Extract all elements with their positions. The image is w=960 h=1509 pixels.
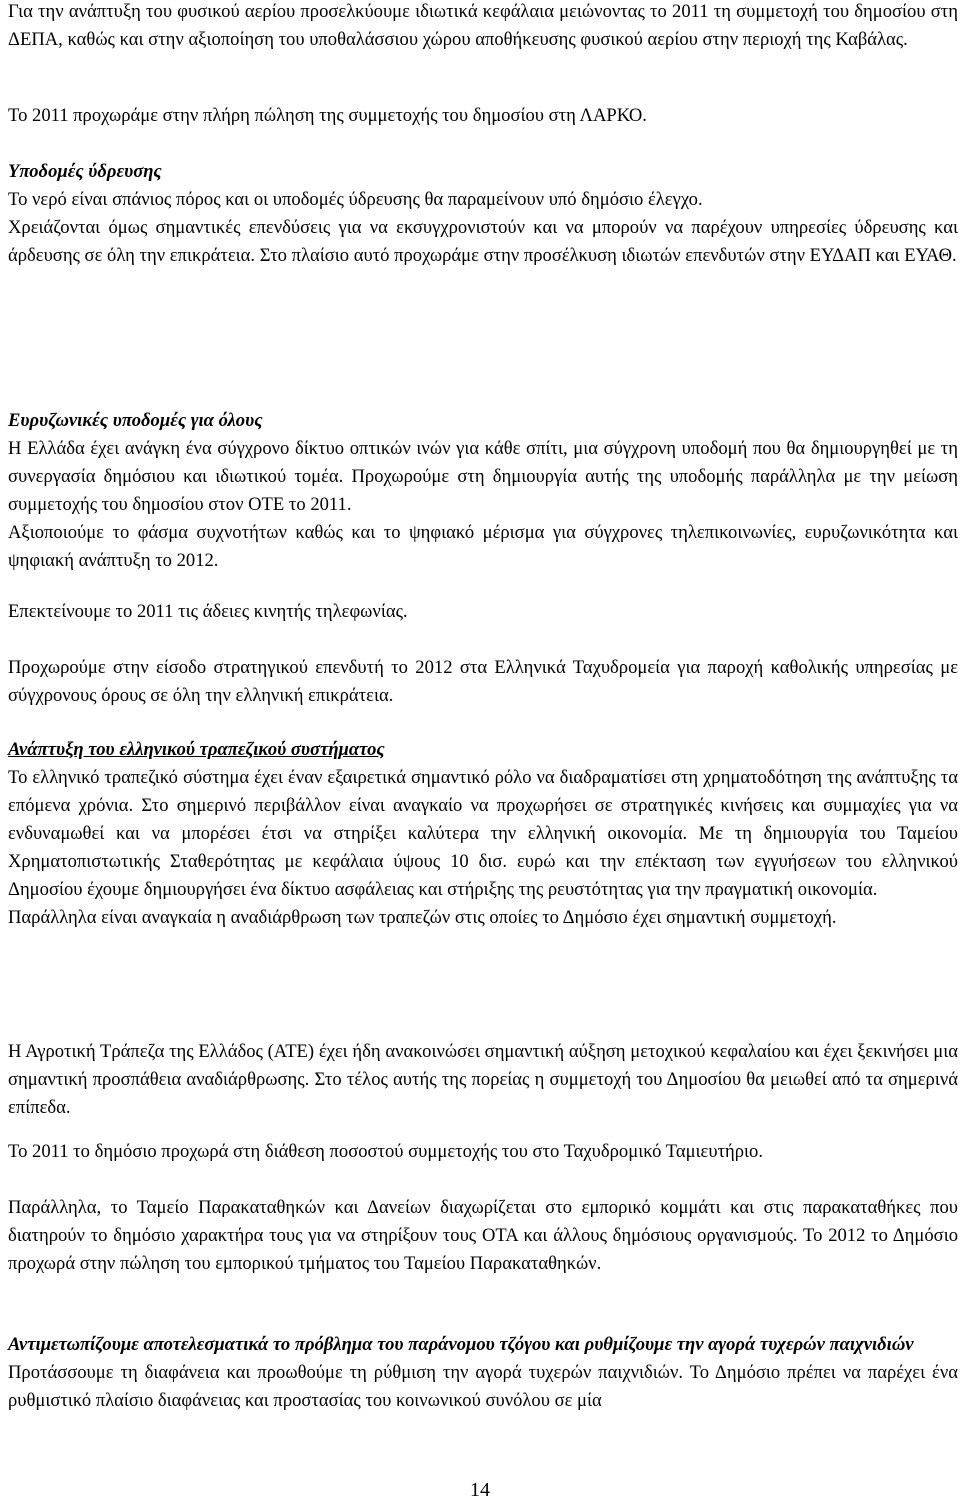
paragraph-ate: Η Αγροτική Τράπεζα της Ελλάδος (ΑΤΕ) έχει ήδη ανακοινώσει σημαντική αύξηση μετοχικού κεφαλαίου και έχει ξεκινήσει μια σημαντική προσπάθεια αναδιάρθρωσης. Στο τέλος αυτής της πορείας η συμμετοχή του Δημοσίου θα μειωθεί από τα σημερινά επίπεδα. [8,1041,958,1118]
paragraph-banking-1: Το ελληνικό τραπεζικό σύστημα έχει έναν εξαιρετικά σημαντικό ρόλο να διαδραματίσει στη χρηματοδότηση της ανάπτυξης τα επόμενα χρόνια. Στο σημερινό περιβάλλον είναι αναγκαίο να προχωρήσει σε στρατηγικές κινήσεις και συμμαχίες για να ενδυναμωθεί και να μπορέσει έτσι να στηρίξει καλύτερα την ελληνική οικονομία. Με τη δημιουργία του Ταμείου Χρηματοπιστωτικής Σταθερότητας με κεφάλαια ύψους 10 δισ. ευρώ και την επέκταση των εγγυήσεων του ελληνικού Δημοσίου έχουμε δημιουργήσει ένα δίκτυο ασφάλειας και στήριξης της ρευστότητας για την πραγματική οικονομία. [8,767,958,900]
paragraph-natural-gas: Για την ανάπτυξη του φυσικού αερίου προσελκύουμε ιδιωτικά κεφάλαια μειώνοντας το 2011 τη συμμετοχή του δημοσίου στη ΔΕΠΑ, καθώς και στην αξιοποίηση του υποθαλάσσιου χώρου αποθήκευσης φυσικού αερίου στην περιοχή της Καβάλας. [8,1,958,50]
paragraph-banking-2: Παράλληλα είναι αναγκαία η αναδιάρθρωση των τραπεζών στις οποίες το Δημόσιο έχει σημαντική συμμετοχή. [8,907,837,928]
section-title-broadband: Ευρυζωνικές υποδομές για όλους [8,410,263,431]
paragraph-gambling: Προτάσσουμε τη διαφάνεια και προωθούμε τη ρύθμιση την αγορά τυχερών παιχνιδιών. Το Δημόσιο πρέπει να παρέχει ένα ρυθμιστικό πλαίσιο διαφάνειας και προστασίας του κοινωνικού συνόλου σε μία [8,1362,958,1411]
section-water [8,158,958,270]
paragraph-mobile: Επεκτείνουμε το 2011 τις άδειες κινητής τηλεφωνίας. [8,601,408,622]
paragraph-post: Προχωρούμε στην είσοδο στρατηγικού επενδυτή το 2012 στα Ελληνικά Ταχυδρομεία για παροχή καθολικής υπηρεσίας με σύγχρονους όρους σε όλη την ελληνική επικράτεια. [8,657,958,706]
section-banking [8,736,958,932]
section-gambling [8,1331,958,1415]
paragraph-broadband-1: Η Ελλάδα έχει ανάγκη ένα σύγχρονο δίκτυο οπτικών ινών για κάθε σπίτι, μια σύγχρονη υποδομή που θα δημιουργηθεί με τη συνεργασία δημόσιου και ιδιωτικού τομέα. Προχωρούμε στη δημιουργία αυτής της υποδομής παράλληλα με την μείωση συμμετοχής του δημοσίου στον ΟΤΕ το 2011. [8,438,958,515]
paragraph-consignment: Παράλληλα, το Ταμείο Παρακαταθηκών και Δανείων διαχωρίζεται στο εμπορικό κομμάτι και στις παρακαταθήκες που διατηρούν το δημόσιο χαρακτήρα τους για να στηρίξουν τους ΟΤΑ και άλλους δημόσιους οργανισμούς. Το 2012 το Δημόσιο προχωρά στην πώληση του εμπορικού τμήματος του Ταμείου Παρακαταθηκών. [8,1197,958,1274]
section-broadband [8,407,958,575]
section-title-banking: Ανάπτυξη του ελληνικού τραπεζικού συστήματος [8,739,385,760]
section-title-water: Υποδομές ύδρευσης [8,161,162,182]
paragraph-water-1: Το νερό είναι σπάνιος πόρος και οι υποδομές ύδρευσης θα παραμείνουν υπό δημόσιο έλεγχο. [8,189,703,210]
paragraph-larco: Το 2011 προχωράμε στην πλήρη πώληση της συμμετοχής του δημοσίου στη ΛΑΡΚΟ. [8,105,647,126]
paragraph-broadband-2: Αξιοποιούμε το φάσμα συχνοτήτων καθώς και το ψηφιακό μέρισμα για σύγχρονες τηλεπικοινωνίες, ευρυζωνικότητα και ψηφιακή ανάπτυξη το 2012. [8,522,958,571]
section-title-gambling: Αντιμετωπίζουμε αποτελεσματικά το πρόβλημα του παράνομου τζόγου και ρυθμίζουμε την αγορά τυχερών παιχνιδιών [8,1334,914,1355]
paragraph-water-2: Χρειάζονται όμως σημαντικές επενδύσεις για να εκσυγχρονιστούν και να μπορούν να παρέχουν υπηρεσίες ύδρευσης και άρδευσης σε όλη την επικράτεια. Στο πλαίσιο αυτό προχωράμε στην προσέλκυση ιδιωτών επενδυτών στην ΕΥΔΑΠ και ΕΥΑΘ. [8,217,958,266]
page-number: 14 [470,1479,490,1501]
paragraph-postal-bank: Το 2011 το δημόσιο προχωρά στη διάθεση ποσοστού συμμετοχής του στο Ταχυδρομικό Ταμιευτήριο. [8,1141,763,1162]
